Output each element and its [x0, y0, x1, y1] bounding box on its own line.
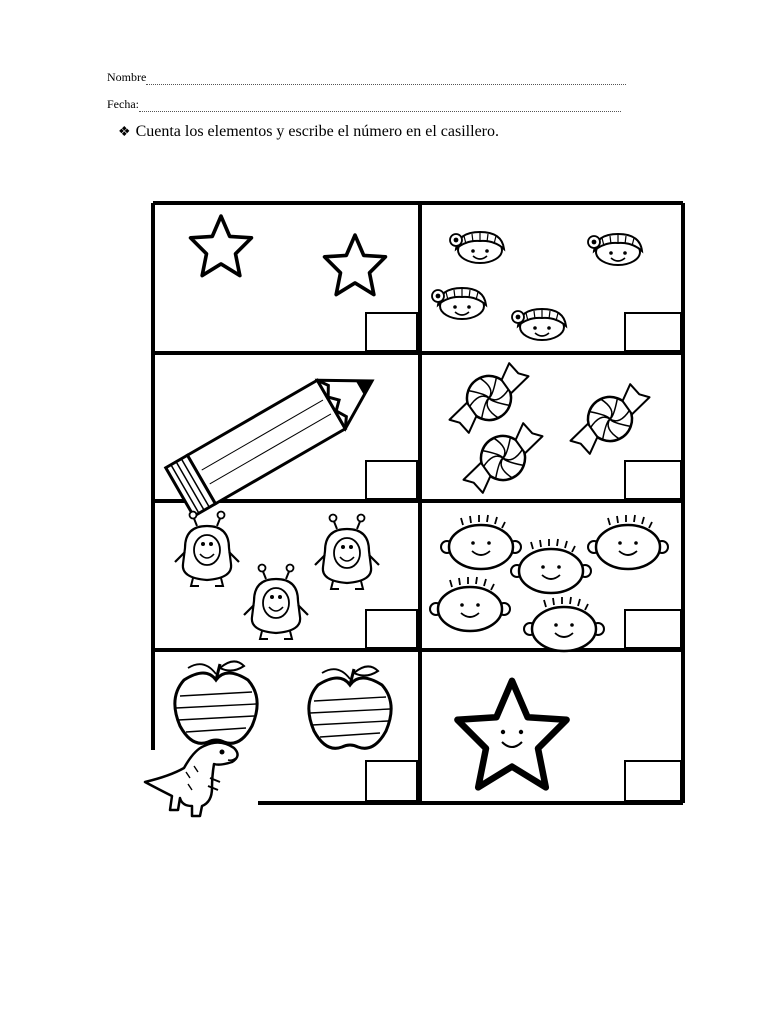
apple-icon [175, 661, 257, 743]
cell-smiling-star [457, 681, 566, 788]
cell-pencil [166, 357, 386, 516]
monster-icon [244, 565, 308, 640]
diamond-bullet-icon: ❖ [118, 125, 131, 140]
answer-box-stars[interactable] [366, 313, 417, 351]
boy-face-icon [588, 515, 668, 569]
girl-face-icon [450, 232, 504, 263]
answer-box-apples[interactable] [366, 761, 417, 801]
star-icon [191, 216, 252, 275]
cell-girl-faces [432, 232, 642, 340]
answer-box-pencil[interactable] [366, 461, 417, 499]
boy-face-icon [511, 539, 591, 593]
boy-face-icon [441, 515, 521, 569]
smiling-star-icon [457, 681, 566, 788]
name-label: Nombre [107, 70, 147, 84]
date-label: Fecha: [107, 97, 139, 111]
girl-face-icon [512, 309, 566, 340]
boy-face-icon [430, 577, 510, 631]
girl-face-icon [588, 234, 642, 265]
answer-box-big-star[interactable] [625, 761, 681, 801]
pencil-icon [166, 357, 386, 516]
monster-icon [175, 512, 239, 587]
answer-box-boys[interactable] [625, 610, 681, 648]
girl-face-icon [432, 288, 486, 319]
cell-stars [191, 216, 386, 294]
instruction-text: Cuenta los elementos y escribe el número en el casillero. [135, 123, 499, 140]
monster-icon [315, 515, 379, 590]
apple-icon [309, 666, 391, 748]
boy-face-icon [524, 597, 604, 651]
cell-monsters [175, 512, 379, 640]
candy-icon [559, 379, 660, 459]
answer-box-girls[interactable] [625, 313, 681, 351]
cell-apples [175, 661, 391, 748]
answer-box-candies[interactable] [625, 461, 681, 499]
answer-box-monsters[interactable] [366, 610, 417, 648]
dinosaur-icon [145, 742, 238, 816]
star-icon [325, 235, 386, 294]
